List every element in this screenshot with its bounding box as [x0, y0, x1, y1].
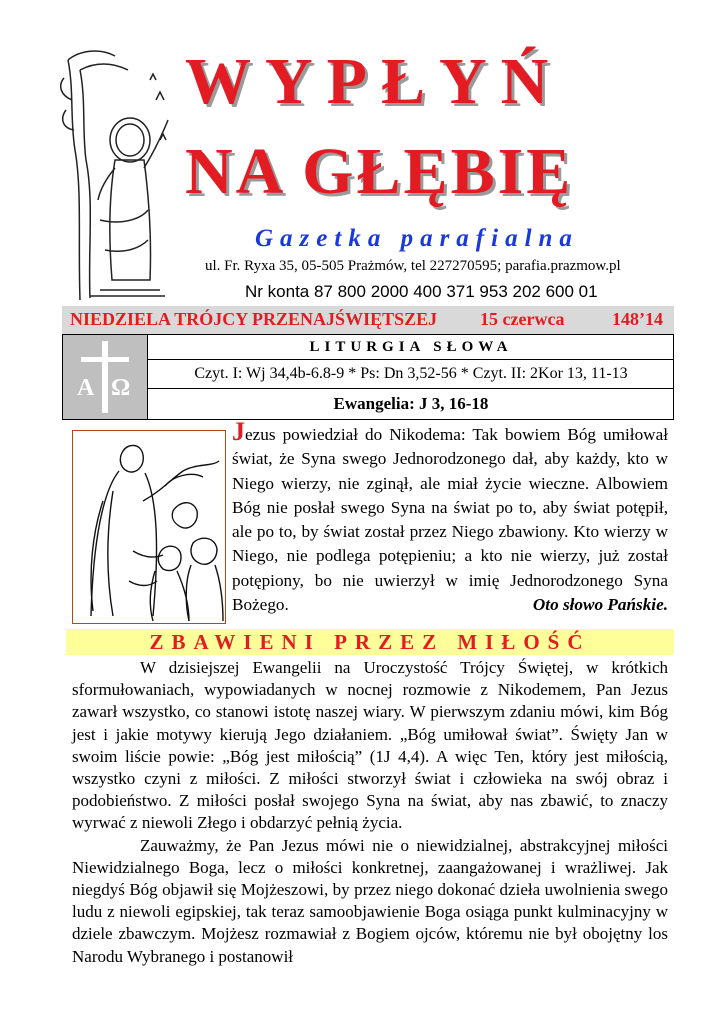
parish-address: ul. Fr. Ryxa 35, 05-505 Prażmów, tel 227270595; parafia.prazmow.pl — [205, 258, 621, 274]
article-paragraph: Zauważmy, że Pan Jezus mówi nie o niewidzialnej, abstrakcyjnej miłości Niewidzialnego Boga, lecz o miłości konkretnej, zaangażowanej i wrażliwej. Jak niegdyś Bóg objawił się Mojżeszowi, by przez niego dokonać dzieła uwolnienia swego ludu z niewoli egipskiej, tak teraz samoobjawienie Boga osiąga punkt kulminacyjny w dziele zbawczym. Mojżesz rozmawiał z Bogiem ojców, któremu nie był obojętny los Narodu Wybranego i postanowił — [72, 835, 668, 966]
newsletter-title-line-1: WYPŁYŃ — [185, 45, 563, 118]
omega-glyph: Ω — [111, 375, 131, 401]
article-paragraph: W dzisiejszej Ewangelii na Uroczystość Trójcy Świętej, w krótkich sformułowaniach, wypowiadanych w nocnej rozmowie z Nikodemem, Pan Jezus zawarł wszystko, co stanowi istotę naszej wiary. W pierwszym zdaniu mówi, kim Bóg jest i jakie motywy kierują Jego działaniem. „Bóg umiłował świat”. Święty Jan w swoim liście powie: „Bóg jest miłością” (1J 4,4). A więc Ten, który jest miłością, wszystko czyni z miłości. Z miłości stworzył świat i człowieka na swój obraz i podobieństwo. Z miłości posłał swojego Syna na świat, aby nas zbawić, to znaczy wyrwać z niewoli Złego i obdarzyć pełnią życia. — [72, 658, 668, 833]
liturgy-table — [62, 334, 674, 420]
feast-name: NIEDZIELA TRÓJCY PRZENAJŚWIĘTSZEJ — [70, 309, 438, 329]
gospel-text-body: ezus powiedział do Nikodema: Tak bowiem Bóg umiłował świat, że Syna swego Jednorodzonego dał, aby każdy, kto w Niego wierzy, nie zginął, ale miał życie wieczne. Albowiem Bóg nie posłał swego Syna na świat po to, aby świat potępił, ale po to, by świat został przez Niego zbawiony. Kto wierzy w Niego, nie podlega potępieniu; a kto nie wierzy, już został potępiony, bo nie uwierzył w imię Jednorodzonego Syna Bożego. — [232, 425, 668, 615]
bank-account: Nr konta 87 800 2000 400 371 953 202 600 01 — [245, 282, 598, 301]
issue-date: 15 czerwca — [480, 309, 565, 329]
jesus-with-disciples-icon — [72, 430, 226, 624]
alpha-glyph: A — [77, 375, 95, 401]
gospel-reference: Ewangelia: J 3, 16-18 — [147, 389, 674, 419]
newsletter-title-line-2: NA GŁĘBIĘ — [185, 135, 574, 208]
saint-with-tree-icon — [60, 40, 175, 302]
gospel-drop-cap: J — [232, 417, 245, 446]
gospel-passage — [232, 417, 668, 617]
newsletter-subtitle: Gazetka parafialna — [255, 225, 579, 252]
alpha-omega-cross-icon — [63, 335, 147, 419]
gospel-closing: Oto słowo Pańskie. — [532, 595, 668, 615]
issue-date-bar — [62, 306, 674, 334]
liturgy-heading: LITURGIA SŁOWA — [147, 335, 674, 360]
readings-list: Czyt. I: Wj 34,4b-6.8-9 * Ps: Dn 3,52-56 * Czyt. II: 2Kor 13, 11-13 — [147, 360, 674, 389]
article-heading: ZBAWIENI PRZEZ MIŁOŚĆ — [66, 629, 674, 655]
issue-number: 148’14 — [612, 309, 663, 329]
article-body — [72, 657, 668, 968]
